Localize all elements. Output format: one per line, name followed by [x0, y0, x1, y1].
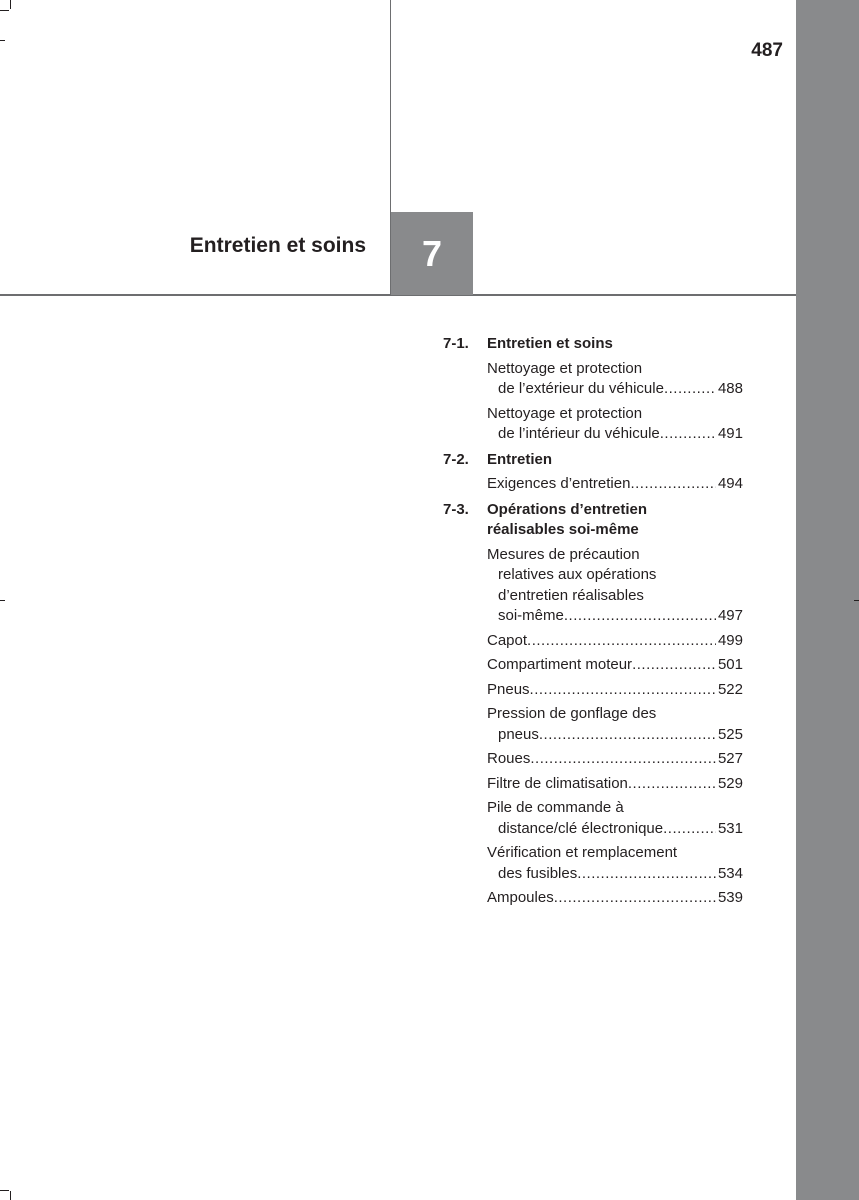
toc-entry-text: Pile de commande à: [487, 799, 624, 816]
toc-entry-leader-line: [487, 424, 743, 445]
toc-section-heading[interactable]: [443, 450, 743, 471]
toc-entry[interactable]: [487, 749, 743, 770]
crop-mark: [854, 600, 859, 601]
crop-mark: [0, 1190, 9, 1191]
toc-page-number: 529: [717, 774, 743, 792]
toc-entry-text: Nettoyage et protection: [487, 359, 643, 377]
toc-section-number: 7-3.: [443, 500, 469, 518]
toc-entry-leader-line: [487, 819, 743, 840]
toc-entry-text: d’entretien réalisables: [498, 586, 644, 604]
dot-leader: [632, 655, 716, 676]
table-of-contents: [443, 334, 743, 909]
toc-entry-leader-line: [487, 655, 743, 676]
toc-section-title-line: Entretien et soins: [487, 335, 613, 352]
toc-entry-text: Vérification et remplacement: [487, 844, 678, 861]
toc-page-number: 488: [717, 380, 743, 397]
crop-mark: [0, 10, 9, 11]
toc-page-number: 499: [717, 631, 743, 649]
toc-entry[interactable]: [487, 774, 743, 795]
dot-leader: [664, 379, 716, 400]
chapter-number-box: [391, 212, 473, 295]
dot-leader: [630, 474, 716, 495]
toc-section-heading[interactable]: [443, 500, 743, 541]
toc-entry-text: Exigences d’entretien: [487, 475, 631, 492]
crop-mark: [0, 600, 5, 601]
chapter-number: 7: [421, 232, 443, 274]
crop-mark: [10, 1191, 11, 1200]
toc-entry[interactable]: [487, 843, 743, 884]
toc-entry-text: pneus: [498, 725, 539, 743]
toc-page-number: 494: [717, 475, 743, 492]
toc-entry-text: de l’intérieur du véhicule: [498, 425, 660, 442]
toc-section-title-line: Opérations d’entretien: [487, 500, 648, 518]
dot-leader: [530, 680, 716, 701]
toc-entry-leader-line: [487, 774, 743, 795]
toc-entry[interactable]: [487, 404, 743, 445]
toc-entry-text: Pression de gonflage des: [487, 705, 657, 722]
toc-section-number: 7-2.: [443, 450, 469, 468]
toc-entry-text: Ampoules: [487, 889, 554, 906]
toc-entry[interactable]: [487, 655, 743, 676]
toc-entry[interactable]: [487, 631, 743, 652]
toc-entry-text: Pneus: [487, 680, 530, 698]
toc-entry[interactable]: [487, 798, 743, 839]
toc-entry-leader-line: [487, 379, 743, 400]
toc-page-number: 497: [717, 607, 743, 624]
crop-mark: [0, 40, 5, 41]
toc-entry-leader-line: [487, 631, 743, 652]
dot-leader: [660, 424, 716, 445]
toc-entry-leader-line: [487, 725, 743, 746]
dot-leader: [527, 631, 716, 652]
dot-leader: [628, 774, 716, 795]
toc-entry-text: soi-même: [498, 607, 564, 624]
toc-entry[interactable]: [487, 888, 743, 909]
toc-page-number: 527: [717, 750, 743, 767]
toc-entry-text: des fusibles: [498, 864, 578, 882]
dot-leader: [530, 749, 716, 770]
toc-page-number: 539: [717, 889, 743, 906]
toc-entry-text: relatives aux opérations: [498, 566, 657, 583]
toc-entry-text: Mesures de précaution: [487, 545, 640, 563]
toc-section-title: [487, 500, 743, 541]
toc-entry[interactable]: [487, 474, 743, 495]
toc-entry-text: Filtre de climatisation: [487, 774, 628, 792]
toc-section-title: [487, 334, 743, 355]
toc-entry[interactable]: [487, 545, 743, 627]
dot-leader: [564, 606, 716, 627]
toc-section-title-line: réalisables soi-même: [487, 521, 639, 538]
toc-section-title: [487, 450, 743, 471]
toc-entry-text: distance/clé électronique: [498, 819, 664, 837]
toc-page-number: 534: [717, 864, 743, 882]
toc-section-title-line: Entretien: [487, 450, 553, 468]
toc-entry-text: Nettoyage et protection: [487, 404, 643, 422]
toc-page-number: 522: [717, 680, 743, 698]
toc-entry-leader-line: [487, 474, 743, 495]
toc-section-number: 7-1.: [443, 335, 469, 352]
toc-entry[interactable]: [487, 704, 743, 745]
toc-entry-leader-line: [487, 749, 743, 770]
page-number: 487: [751, 40, 783, 61]
dot-leader: [577, 864, 716, 885]
toc-entry-leader-line: [487, 680, 743, 701]
chapter-title: Entretien et soins: [189, 234, 366, 257]
toc-entry[interactable]: [487, 680, 743, 701]
toc-page-number: 531: [717, 819, 743, 837]
toc-entry-leader-line: [487, 864, 743, 885]
toc-entry-text: Capot: [487, 631, 528, 649]
dot-leader: [539, 725, 716, 746]
toc-entry-text: Roues: [487, 750, 531, 767]
toc-entry-leader-line: [487, 888, 743, 909]
toc-page-number: 525: [717, 725, 743, 743]
toc-page-number: 501: [717, 656, 743, 673]
toc-section-heading[interactable]: [443, 334, 743, 355]
dot-leader: [663, 819, 716, 840]
toc-entry[interactable]: [487, 359, 743, 400]
toc-entry-text: Compartiment moteur: [487, 656, 633, 673]
toc-entry-leader-line: [487, 606, 743, 627]
chapter-sidebar-tab: [796, 0, 859, 1200]
toc-entry-text: de l’extérieur du véhicule: [498, 380, 664, 397]
dot-leader: [554, 888, 716, 909]
toc-page-number: 491: [717, 425, 743, 442]
crop-mark: [10, 0, 11, 9]
